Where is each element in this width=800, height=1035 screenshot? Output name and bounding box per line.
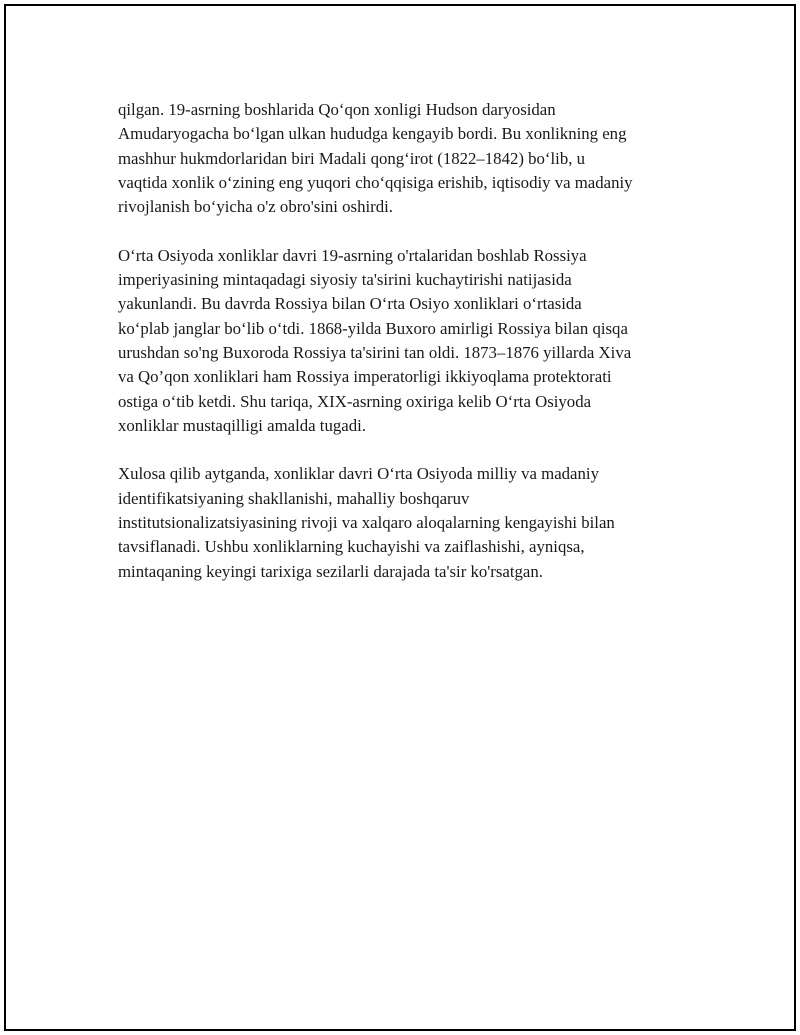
text-line: identifikatsiyaning shakllanishi, mahalliy boshqaruv xyxy=(118,488,470,508)
text-line: ostiga o‘tib ketdi. Shu tariqa, XIX-asrning oxiriga kelib O‘rta Osiyoda xyxy=(118,391,592,411)
text-line: imperiyasining mintaqadagi siyosiy ta'sirini kuchaytirishi natijasida xyxy=(118,270,572,290)
text-line: mashhur hukmdorlaridan biri Madali qong‘irot (1822–1842) bo‘lib, u xyxy=(118,148,585,168)
text-line: va Qo’qon xonliklari ham Rossiya imperatorligi ikkiyoqlama protektorati xyxy=(118,367,612,387)
document-page xyxy=(4,4,796,1031)
text-line: vaqtida xonlik o‘zining eng yuqori cho‘qqisiga erishib, iqtisodiy va madaniy xyxy=(118,172,633,192)
text-line: O‘rta Osiyoda xonliklar davri 19-asrning o'rtalaridan boshlab Rossiya xyxy=(118,245,587,265)
text-line: xonliklar mustaqilligi amalda tugadi. xyxy=(118,415,366,435)
text-line: rivojlanish bo‘yicha o'z obro'sini oshirdi. xyxy=(118,197,393,217)
text-line: tavsiflanadi. Ushbu xonliklarning kuchayishi va zaiflashishi, ayniqsa, xyxy=(118,537,585,557)
text-line: mintaqaning keyingi tarixiga sezilarli darajada ta'sir ko'rsatgan. xyxy=(118,561,543,581)
text-line: Amudaryogacha bo‘lgan ulkan hududga kengayib bordi. Bu xonlikning eng xyxy=(118,124,627,144)
text-line: urushdan so'ng Buxoroda Rossiya ta'sirini tan oldi. 1873–1876 yillarda Xiva xyxy=(118,342,632,362)
document-body xyxy=(118,98,708,608)
text-line: ko‘plab janglar bo‘lib o‘tdi. 1868-yilda Buxoro amirligi Rossiya bilan qisqa xyxy=(118,318,628,338)
text-line: Xulosa qilib aytganda, xonliklar davri O‘rta Osiyoda milliy va madaniy xyxy=(118,464,599,484)
text-line: qilgan. 19-asrning boshlarida Qo‘qon xonligi Hudson daryosidan xyxy=(118,100,556,119)
paragraph-3 xyxy=(118,462,708,583)
text-line: yakunlandi. Bu davrda Rossiya bilan O‘rta Osiyo xonliklari o‘rtasida xyxy=(118,294,582,314)
text-line: institutsionalizatsiyasining rivoji va xalqaro aloqalarning kengayishi bilan xyxy=(118,513,615,533)
paragraph-1 xyxy=(118,98,708,219)
paragraph-2 xyxy=(118,244,708,438)
